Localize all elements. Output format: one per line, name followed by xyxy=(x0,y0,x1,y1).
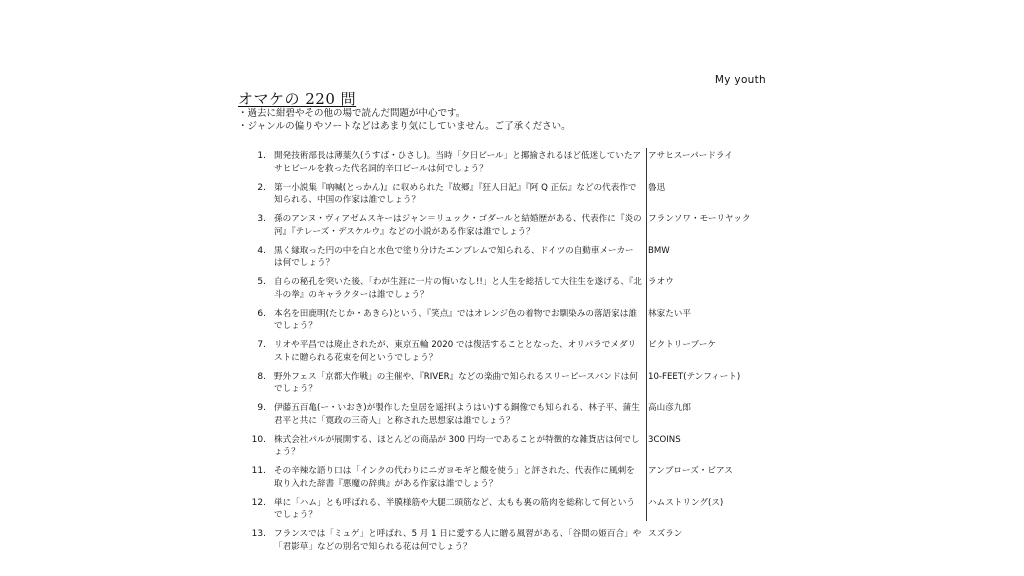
question-number: 2. xyxy=(257,182,266,193)
question-row xyxy=(250,528,770,560)
question-text: リオや平昌では廃止されたが、東京五輪 2020 では復活することとなった、オリパラでメダリストに贈られる花束を何というでしょう？ xyxy=(274,340,637,363)
question-row xyxy=(250,371,770,403)
question-row xyxy=(250,150,770,182)
question-row xyxy=(250,402,770,434)
section-label: My youth xyxy=(714,74,766,86)
question-text: 開発技術部長は薄葉久(うすば・ひさし)。当時「夕日ビール」と揶揄されるほど低迷していたアサヒビールを救った代名詞的辛口ビールは何でしょう？ xyxy=(274,151,642,174)
question-text: 孫のアンヌ・ヴィアゼムスキーはジャン＝リュック・ゴダールと結婚歴がある、代表作に『炎の河』『テレーズ・デスケルウ』などの小説がある作家は誰でしょう？ xyxy=(274,214,642,237)
answer-text: 高山彦九郎 xyxy=(648,403,691,413)
question-row xyxy=(250,276,770,308)
question-text: 自らの秘孔を突いた後、「わが生涯に一片の悔いなし!!」と人生を総括して大往生を遂げる、『北斗の拳』のキャラクターは誰でしょう？ xyxy=(274,277,642,300)
question-number: 6. xyxy=(257,308,266,319)
question-number: 1. xyxy=(257,151,266,161)
question-number: 4. xyxy=(257,245,266,256)
question-row xyxy=(250,434,770,466)
question-number: 11. xyxy=(251,466,266,476)
answer-text: ビクトリーブーケ xyxy=(648,340,717,350)
question-row xyxy=(250,245,770,277)
question-text: 野外フェス「京都大作戦」の主催や、『RIVER』などの楽曲で知られるスリーピースバンドは何でしょう？ xyxy=(274,371,638,394)
question-text: 単に「ハム」とも呼ばれる、半膜様筋や大腿二頭筋など、太もも裏の筋肉を総称して何というでしょう？ xyxy=(274,497,635,520)
question-text: 伊藤五百亀(ー・いおき)が製作した皇居を遥拝(ようはい)する銅像でも知られる、林子平、蒲生君平と共に「寛政の三奇人」と称された思想家は誰でしょう？ xyxy=(274,403,640,426)
question-row xyxy=(250,308,770,340)
answer-text: アンブローズ・ビアス xyxy=(648,466,733,476)
question-row xyxy=(250,339,770,371)
question-number: 3. xyxy=(257,214,266,224)
question-number: 5. xyxy=(257,277,266,287)
question-row xyxy=(250,182,770,214)
page-title: オマケの 220 問 xyxy=(238,90,357,108)
answer-text: 魯迅 xyxy=(648,182,666,193)
answer-text: 林家たい平 xyxy=(648,308,691,319)
question-list xyxy=(250,150,770,560)
question-text: 株式会社パルが展開する、ほとんどの商品が 300 円均一であることが特徴的な雑貨店は何でしょう？ xyxy=(274,434,640,457)
question-number: 12. xyxy=(251,497,266,508)
answer-text: BMW xyxy=(648,245,670,256)
question-number: 8. xyxy=(257,371,266,382)
question-text: フランスでは「ミュゲ」と呼ばれ、5 月 1 日に愛する人に贈る風習がある、「谷間の姫百合」や「君影草」などの別名で知られる花は何でしょう？ xyxy=(274,529,642,552)
question-row xyxy=(250,497,770,529)
answer-text: 10-FEET(テンフィート) xyxy=(648,371,741,382)
question-row xyxy=(250,213,770,245)
question-number: 13. xyxy=(251,529,266,539)
question-text: 第一小説集『吶喊(とっかん)』に収められた『故郷』『狂人日記』『阿 Q 正伝』などの代表作で知られる、中国の作家は誰でしょう？ xyxy=(274,182,637,205)
question-number: 9. xyxy=(257,403,266,413)
answer-text: アサヒスーパードライ xyxy=(648,151,733,161)
question-text: 本名を田鹿明(たじか・あきら)という、『笑点』ではオレンジ色の着物でお馴染みの落語家は誰でしょう？ xyxy=(274,308,637,331)
answer-text: 3COINS xyxy=(648,434,681,445)
answer-text: ラオウ xyxy=(648,277,674,287)
question-number: 7. xyxy=(257,340,266,350)
question-number: 10. xyxy=(251,434,266,445)
intro-line: ・ジャンルの偏りやソートなどはあまり気にしていません。ご了承ください。 xyxy=(238,121,571,132)
question-text: 黒く縁取った円の中を白と水色で塗り分けたエンブレムで知られる、ドイツの自動車メーカーは何でしょう？ xyxy=(274,245,634,268)
question-text: その辛辣な語り口は「インクの代わりにニガヨモギと酸を使う」と評された、代表作に風刺を取り入れた辞書『悪魔の辞典』がある作家は誰でしょう？ xyxy=(274,466,635,489)
intro-line: ・過去に紺碧やその他の場で読んだ問題が中心です。 xyxy=(238,108,466,119)
answer-text: ハムストリング(ス) xyxy=(648,497,724,508)
answer-text: フランソワ・モーリヤック xyxy=(648,214,751,224)
question-row xyxy=(250,465,770,497)
answer-text: スズラン xyxy=(648,529,683,539)
intro-notes xyxy=(238,107,571,133)
